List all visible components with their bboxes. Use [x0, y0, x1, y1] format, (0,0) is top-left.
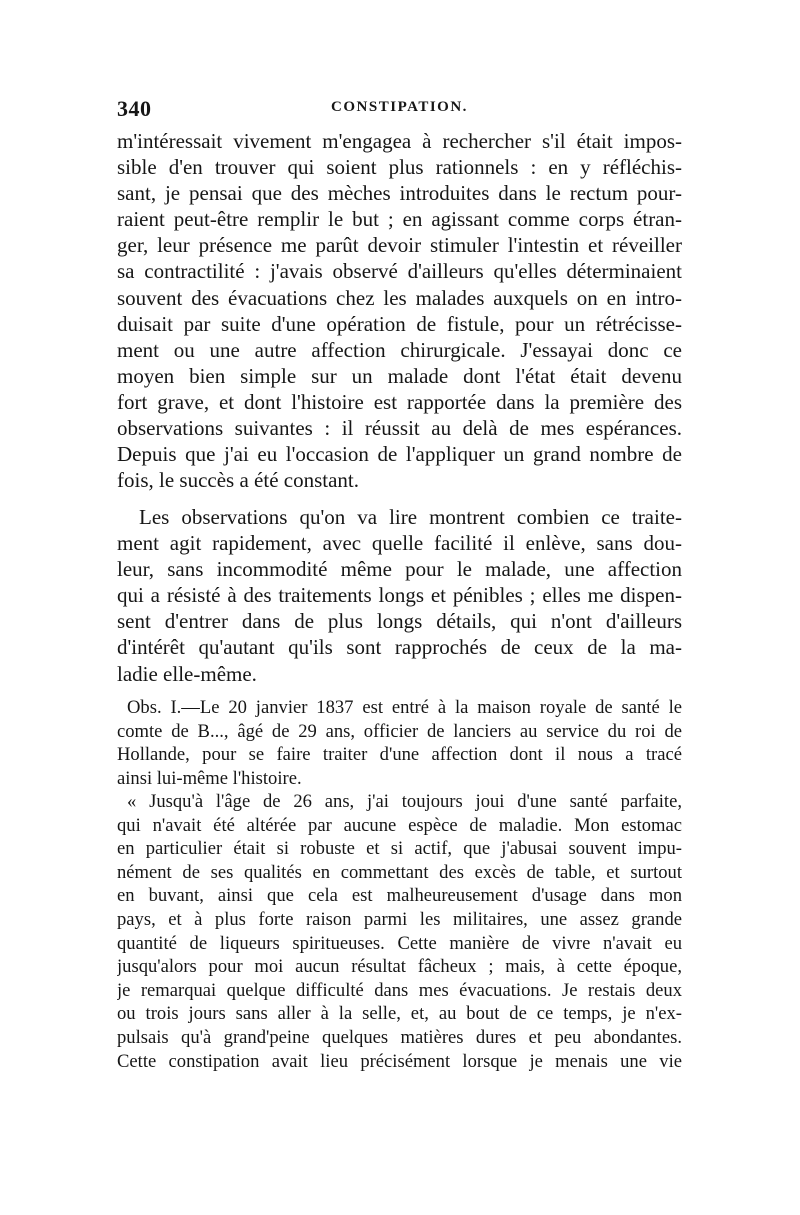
text-line: souvent des évacuations chez les malades auxquels on en intro- [117, 285, 682, 310]
text-line: sant, je pensai que des mèches introduites dans le rectum pour- [117, 181, 682, 206]
text-line: sent d'entrer dans de plus longs détails, qui n'ont d'ailleurs [117, 609, 682, 634]
text-line: pays, et à plus forte raison parmi les militaires, une assez grande [117, 908, 682, 930]
text-line: jusqu'alors pour moi aucun résultat fâcheux ; mais, à cette époque, [117, 956, 682, 978]
running-head: CONSTIPATION. [331, 99, 468, 115]
text-line: sa contractilité : j'avais observé d'ailleurs qu'elles déterminaient [117, 259, 682, 284]
text-line: d'intérêt qu'autant qu'ils sont rapprochés de ceux de la ma- [117, 635, 682, 660]
text-line: ainsi lui-même l'histoire. [117, 767, 302, 789]
text-line: Hollande, pour se faire traiter d'une affection dont il nous a tracé [117, 744, 682, 766]
observation-intro [117, 696, 682, 790]
text-line: ou trois jours sans aller à la selle, et, au bout de ce temps, je n'ex- [117, 1003, 682, 1025]
text-line: duisait par suite d'une opération de fistule, pour un rétrécisse- [117, 311, 682, 336]
text-line: « Jusqu'à l'âge de 26 ans, j'ai toujours joui d'une santé parfaite, [127, 791, 682, 812]
text-line: Obs. I.—Le 20 janvier 1837 est entré à la maison royale de santé le [127, 697, 682, 718]
page-header [117, 96, 682, 122]
text-line: en particulier était si robuste et si actif, que j'abusai souvent impu- [117, 838, 682, 860]
text-line: en buvant, ainsi que cela est malheureusement d'usage dans mon [117, 885, 682, 907]
paragraph-observations [117, 504, 682, 687]
text-line: leur, sans incommodité même pour le malade, une affection [117, 557, 682, 582]
text-line: qui n'avait été altérée par aucune espèce de maladie. Mon estomac [117, 814, 682, 836]
text-line: qui a résisté à des traitements longs et pénibles ; elles me dispen- [117, 583, 682, 608]
text-line: je remarquai quelque difficulté dans mes évacuations. Je restais deux [117, 979, 682, 1001]
text-line: Cette constipation avait lieu précisément lorsque je menais une vie [117, 1050, 682, 1072]
text-line: moyen bien simple sur un malade dont l'état était devenu [117, 363, 682, 388]
text-line: fort grave, et dont l'histoire est rapportée dans la première des [117, 389, 682, 414]
text-line: Depuis que j'ai eu l'occasion de l'appliquer un grand nombre de [117, 442, 682, 467]
text-line: Les observations qu'on va lire montrent combien ce traite- [139, 505, 682, 529]
observation-text [117, 790, 682, 1073]
text-line: fois, le succès a été constant. [117, 468, 359, 493]
text-line: sible d'en trouver qui soient plus rationnels : en y réfléchis- [117, 155, 682, 180]
text-line: quantité de liqueurs spiritueuses. Cette manière de vivre n'avait eu [117, 932, 682, 954]
page-number: 340 [117, 96, 152, 121]
text-line: ladie elle-même. [117, 661, 257, 686]
text-line: comte de B..., âgé de 29 ans, officier de lanciers au service du roi de [117, 720, 682, 742]
text-line: raient peut-être remplir le but ; en agissant comme corps étran- [117, 207, 682, 232]
text-line: ment agit rapidement, avec quelle facilité il enlève, sans dou- [117, 531, 682, 556]
text-line: observations suivantes : il réussit au delà de mes espérances. [117, 416, 682, 441]
text-line: pulsais qu'à grand'peine quelques matières dures et peu abondantes. [117, 1026, 682, 1048]
text-line: nément de ses qualités en commettant des excès de table, et surtout [117, 861, 682, 883]
text-line: ger, leur présence me parût devoir stimuler l'intestin et réveiller [117, 233, 682, 258]
paragraph-continued [117, 128, 682, 493]
text-line: m'intéressait vivement m'engagea à rechercher s'il était impos- [117, 129, 682, 153]
text-line: ment ou une autre affection chirurgicale. J'essayai donc ce [117, 337, 682, 362]
